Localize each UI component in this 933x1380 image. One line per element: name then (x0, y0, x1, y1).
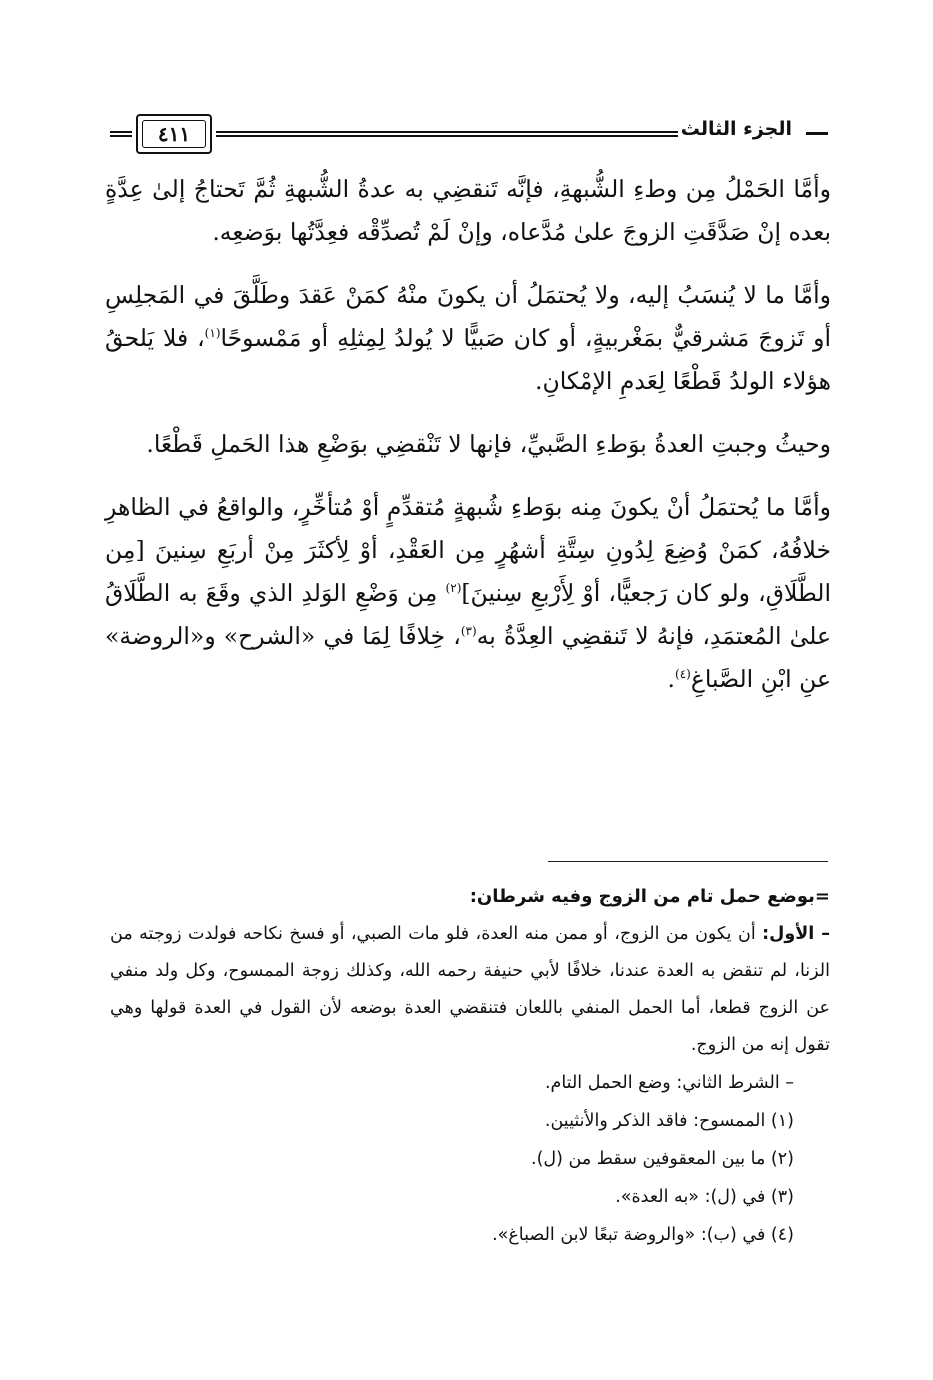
paragraph-4: وأمَّا ما يُحتمَلُ أنْ يكونَ مِنه بوَطءِ شُبهةٍ مُتقدِّمٍ أوْ مُتأخِّرٍ، والواقعُ في الظاهرِ خلافُهُ، كمَنْ وُضِعَ لِدُونِ سِتَّةِ أشهُرٍ مِن العَقْدِ، أوْ لِأكثَرَ مِنْ أربَعِ سِنينَ [مِن الطَّلَاقِ، ولو كان رَجعيًّا، أوْ لِأَرْبعِ سِنينَ]$^{(٢)}$ مِن وَضْعِ الوَلدِ الذي وقَعَ به الطَّلَاقُ علىٰ المُعتمَدِ، فإنهُ لا تَنقضِي العِدَّةُ به$^{(٣)}$، خِلافًا لِمَا في «الشرح» و«الروضة» عنِ ابْنِ الصَّباغِ$^{(٤)}$. (105, 493, 831, 693)
footnotes (110, 878, 830, 1254)
paragraph-3: وحيثُ وجبتِ العدةُ بوَطءِ الصَّبيِّ، فإنها لا تَنْقضِي بوَضْعِ هذا الحَملِ قَطْعًا. (146, 430, 831, 458)
paragraph-2: وأمَّا ما لا يُنسَبُ إليه، ولا يُحتمَلُ أن يكونَ منْهُ كمَنْ عَقدَ وطَلَّقَ في المَجلِسِ أو تَزوجَ مَشرقيٌّ بمَغْربيةٍ، أو كان صَبيًّا لا يُولدُ لِمِثلِهِ أو مَمْسوحًا$^{(١)}$، فلا يَلحقُ هؤلاء الولدُ قَطْعًا لِعَدمِ الإمْكانِ. (105, 281, 831, 395)
footnote-3: (٣) في (ل): «به العدة». (615, 1187, 794, 1207)
running-header (110, 110, 828, 160)
page-number: ٤١١ (142, 120, 206, 148)
footnote-2: (٢) ما بين المعقوفين سقط من (ل). (531, 1149, 794, 1169)
footnote-first-condition: – الأول: أن يكون من الزوج، أو ممن منه العدة، فلو مات الصبي، أو فسخ نكاحه فولدت زوجته من الزنا، لم تنقض به العدة عندنا، خلافًا لأبي حنيفة رحمه الله، وكذلك زوجة الممسوح، وكل ولد منفي عن الزوج قطعا، أما الحمل المنفي باللعان فتنقضي العدة بوضعه لأن القول في العدة قولها وهي تقول إنه من الزوج. (110, 924, 830, 1055)
footnote-separator (548, 861, 828, 862)
footnote-mark: (٤) (675, 667, 691, 682)
header-rule-right (806, 132, 828, 135)
header-double-rule (216, 131, 678, 137)
footnote-mark: (١) (204, 326, 221, 341)
footnote-continuation-heading: =بوضع حمل تام من الزوج وفيه شرطان: (469, 886, 830, 907)
footnote-1: (١) الممسوح: فاقد الذكر والأنثيين. (544, 1111, 794, 1131)
running-title: الجزء الثالث (680, 118, 792, 140)
footnote-second-condition: – الشرط الثاني: وضع الحمل التام. (544, 1073, 794, 1093)
footnote-mark: (٣) (460, 624, 477, 639)
footnote-4: (٤) في (ب): «والروضة تبعًا لابن الصباغ». (492, 1225, 794, 1245)
paragraph-1: وأمَّا الحَمْلُ مِن وطءِ الشُّبهةِ، فإنَّه تَنقضِي به عدةُ الشُّبهةِ ثُمَّ تَحتاجُ إلىٰ عِدَّةٍ بعده إنْ صَدَّقَتِ الزوجَ علىٰ مُدَّعاه، وإنْ لَمْ تُصدِّقْه فعِدَّتُها بوَضعِه. (105, 175, 831, 246)
main-text (105, 168, 831, 721)
page-number-frame (136, 114, 212, 154)
header-rule-left (110, 131, 132, 137)
footnote-mark: (٢) (445, 581, 462, 596)
